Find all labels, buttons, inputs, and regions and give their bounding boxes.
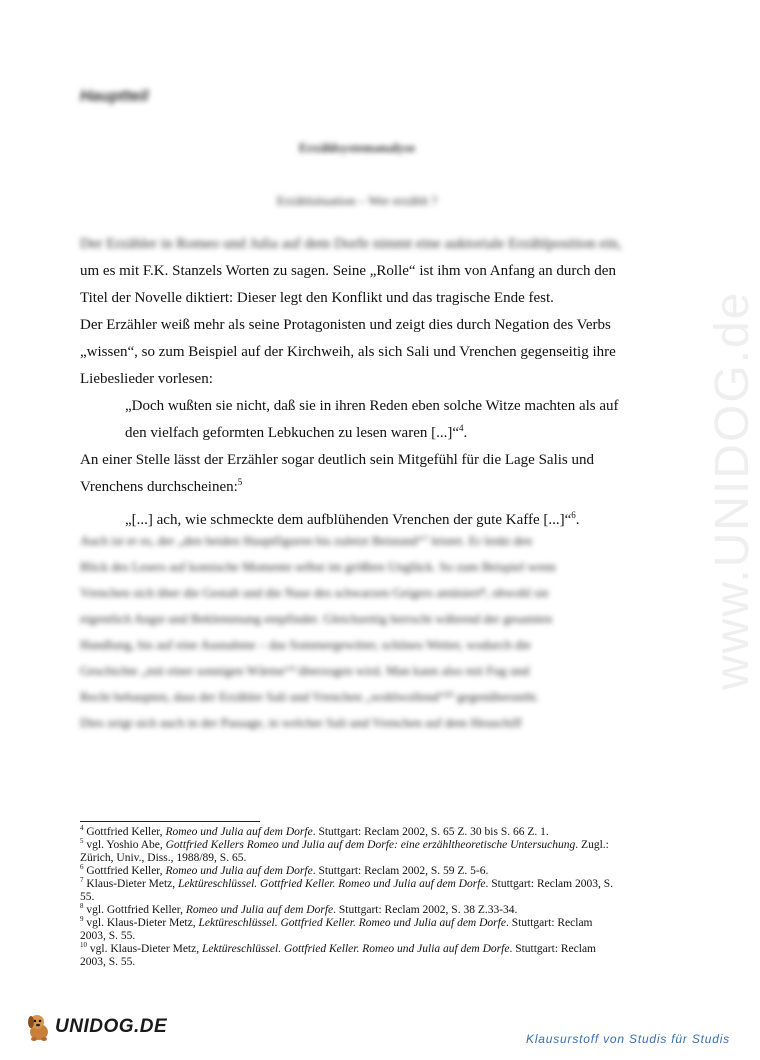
text-line: Liebeslieder vorlesen:: [80, 371, 213, 387]
footnote: [80, 943, 620, 969]
footnote-text: . Stuttgart: Reclam 2003, S. 55.: [80, 943, 597, 968]
footnote: [80, 878, 620, 904]
footnote: [80, 904, 620, 917]
footnote: [80, 826, 620, 839]
footnote-number: 6: [80, 863, 84, 872]
footnotes: [80, 826, 620, 969]
quote-line: „Doch wußten sie nicht, daß sie in ihren Reden eben solche Witze machten als auf: [125, 398, 619, 414]
text-line: Vrenchen sich über die Gestalt und die Nase des schwarzen Geigers amüsiert⁸, obwohl sie: [80, 585, 549, 600]
footnote: [80, 917, 620, 943]
blurred-text: [80, 528, 640, 736]
footnote-text: Gottfried Keller,: [86, 826, 166, 838]
chapter-title: Erzählsystemanalyse: [298, 140, 416, 155]
footnote-number: 5: [80, 837, 84, 846]
text-line: Titel der Novelle diktiert: Dieser legt den Konflikt und das tragische Ende fest.: [80, 290, 554, 306]
footnote-number: 9: [80, 915, 84, 924]
text-line: An einer Stelle lässt der Erzähler sogar deutlich sein Mitgefühl für die Lage Salis und: [80, 452, 595, 468]
text-line: um es mit F.K. Stanzels Worten zu sagen. Seine „Rolle“ ist ihm von Anfang an durch den: [80, 263, 616, 279]
text-line: Auch ist er es, der „den beiden Hauptfiguren bis zuletzt Beistand“⁷ leistet. Er lenkt den: [80, 533, 533, 548]
footnote-text: vgl. Klaus-Dieter Metz,: [86, 917, 199, 929]
footnote-text: . Stuttgart: Reclam 2002, S. 59 Z. 5-6.: [312, 865, 489, 877]
body-text: [80, 231, 640, 534]
footnote-title: Lektüreschlüssel. Gottfried Keller. Romeo und Julia auf dem Dorfe: [201, 943, 510, 955]
text-line: eigentlich Angst und Beklemmung empfindet. Gleichzeitig herrscht während der gesamten: [80, 611, 553, 626]
footnote-ref: 5: [237, 477, 243, 487]
quote-text: „[...] ach, wie schmeckte dem aufblühenden Vrenchen der gute Kaffe [...]“: [125, 512, 572, 528]
footnote-text: . Zugl.: Zürich, Univ., Diss., 1988/89, S. 65.: [80, 839, 609, 864]
footnote-text: . Stuttgart: Reclam 2003, S. 55.: [80, 917, 593, 942]
footnote-text: vgl. Gottfried Keller,: [86, 904, 186, 916]
footnote-number: 10: [80, 941, 87, 950]
footnote-text: vgl. Yoshio Abe,: [86, 839, 166, 851]
text-line: Der Erzähler in Romeo und Julia auf dem Dorfe nimmt eine auktoriale Erzählposition ein,: [80, 236, 622, 252]
unidog-logo[interactable]: [25, 1012, 167, 1042]
text-line: [80, 474, 640, 501]
footnote-title: Lektüreschlüssel. Gottfried Keller. Romeo und Julia auf dem Dorfe: [178, 878, 486, 890]
footnote-title: Romeo und Julia auf dem Dorfe: [165, 865, 313, 877]
punctuation: .: [463, 425, 468, 441]
text-line: Geschichte „mit einer sonnigen Wärme“⁹ überzogen wird. Man kann also mit Fug und: [80, 663, 530, 678]
line-text: Vrenchens durchscheinen:: [80, 479, 238, 495]
footnote-title: Gottfried Kellers Romeo und Julia auf dem Dorfe: eine erzähltheoretische Untersuchung: [165, 839, 576, 851]
text-line: Dies zeigt sich auch in der Passage, in welcher Sali und Vrenchen auf dem Heuschiff: [80, 715, 522, 730]
footnote-text: Klaus-Dieter Metz,: [86, 878, 179, 890]
chapter-subtitle: Erzählsituation – Wer erzählt ?: [276, 193, 438, 208]
watermark: www.UNIDOG.de: [706, 290, 759, 690]
footnote-title: Romeo und Julia auf dem Dorfe: [185, 904, 334, 916]
footnote-text: . Stuttgart: Reclam 2002, S. 65 Z. 30 bis S. 66 Z. 1.: [312, 826, 549, 838]
text-line: Handlung, bis auf eine Ausnahme – das Sommergewitter, schönes Wetter, wodurch die: [80, 637, 531, 652]
footnote-text: Gottfried Keller,: [86, 865, 166, 877]
footnote-divider: [80, 821, 260, 822]
dog-icon: [25, 1012, 53, 1042]
footnote-text: . Stuttgart: Reclam 2003, S. 55.: [80, 878, 613, 903]
quote-line: [80, 420, 640, 447]
text-line: „wissen“, so zum Beispiel auf der Kirchweih, als sich Sali und Vrenchen gegenseitig ihre: [80, 344, 616, 360]
footnote-number: 7: [80, 876, 84, 885]
section-heading: Hauptteil: [80, 88, 149, 105]
footnote-title: Romeo und Julia auf dem Dorfe: [165, 826, 313, 838]
quote-text: den vielfach geformten Lebkuchen zu lesen waren [...]“: [125, 425, 460, 441]
punctuation: .: [575, 512, 580, 528]
text-line: Der Erzähler weiß mehr als seine Protagonisten und zeigt dies durch Negation des Verbs: [80, 317, 611, 333]
footer-tagline: Klausurstoff von Studis für Studis: [526, 1032, 730, 1046]
footnote-number: 8: [80, 902, 84, 911]
text-line: Recht behaupten, dass der Erzähler Sali und Vrenchen „wohlwollend“¹⁰ gegenübersteht.: [80, 689, 539, 704]
logo-text: UNIDOG.DE: [55, 1016, 168, 1037]
footnote-title: Lektüreschlüssel. Gottfried Keller. Romeo und Julia auf dem Dorfe: [198, 917, 506, 929]
footnote: [80, 839, 620, 865]
footnote-text: vgl. Klaus-Dieter Metz,: [89, 943, 202, 955]
text-line: Blick des Lesers auf komische Momente selbst im größten Unglück. So zum Beispiel wenn: [80, 559, 556, 574]
footnote-number: 4: [80, 824, 84, 833]
footnote: [80, 865, 620, 878]
footnote-text: . Stuttgart: Reclam 2002, S. 38 Z.33-34.: [333, 904, 518, 916]
footnote-ref: 4: [459, 423, 464, 433]
footnote-ref: 6: [571, 510, 576, 520]
